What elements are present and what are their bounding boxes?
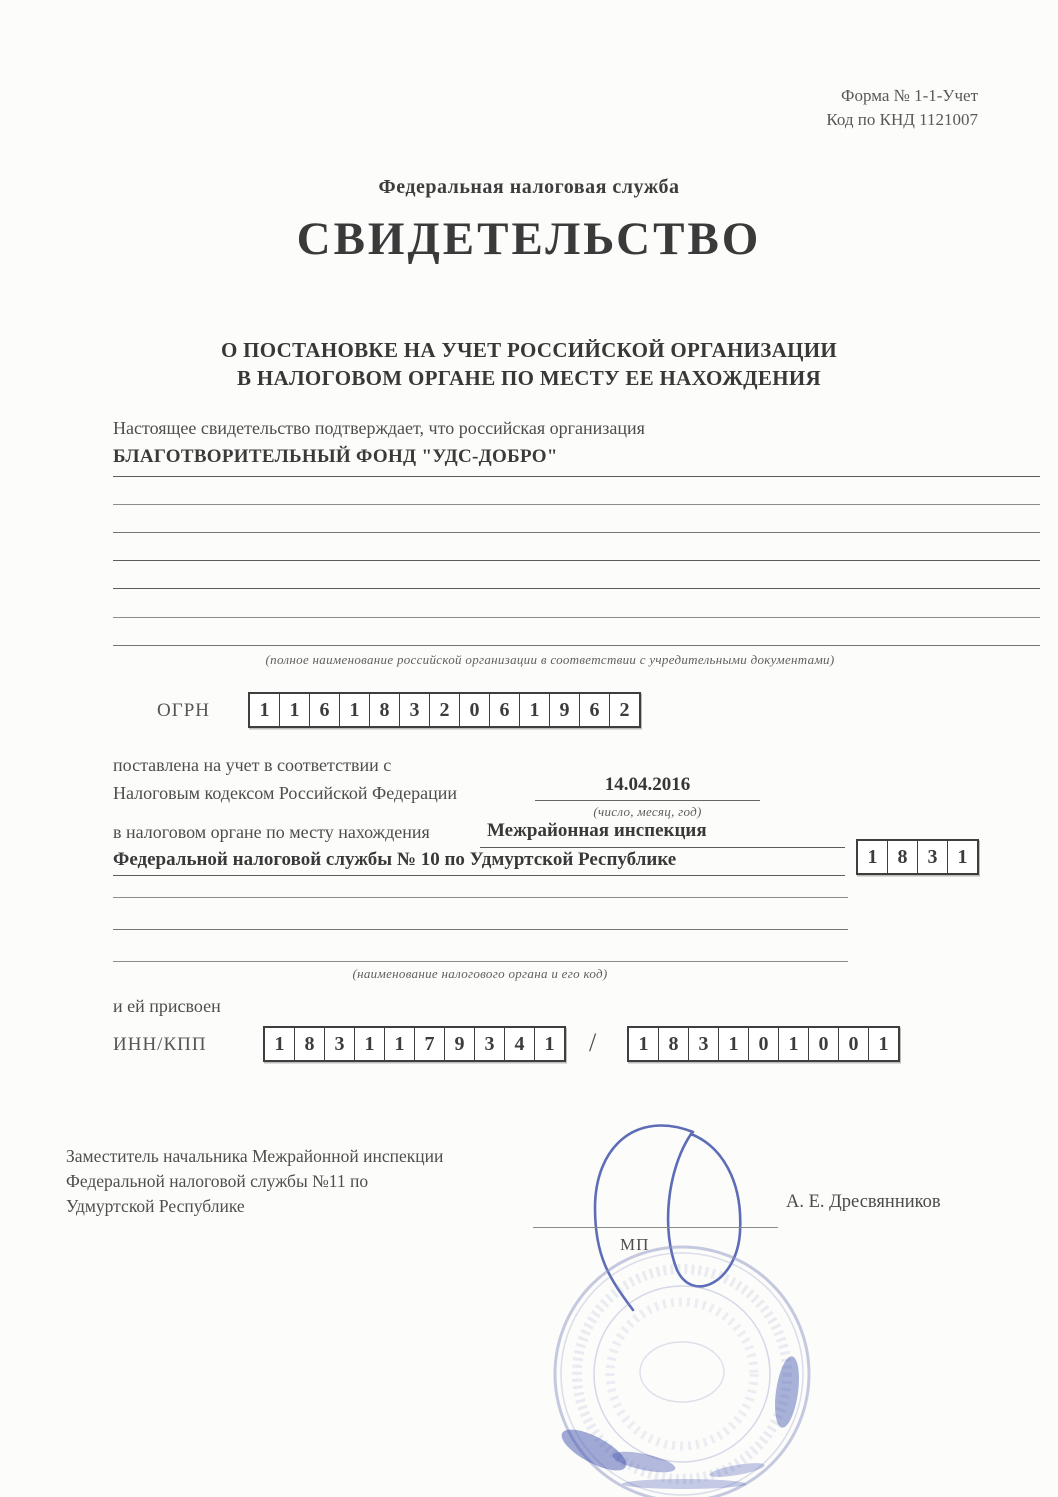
signer-title-line3: Удмуртской Республике: [66, 1196, 245, 1216]
digit-cell: 2: [609, 694, 639, 726]
digit-cell: 1: [354, 1028, 384, 1060]
authority-prefix: в налоговом органе по месту нахождения: [113, 822, 430, 842]
digit-cell: 7: [414, 1028, 444, 1060]
ruled-line: [113, 645, 1040, 646]
digit-cell: 3: [917, 841, 947, 873]
digit-cell: 6: [309, 694, 339, 726]
ogrn-digit-boxes: [248, 692, 641, 728]
ruled-line: [113, 588, 1040, 589]
digit-cell: 6: [579, 694, 609, 726]
signer-title: [66, 1144, 546, 1219]
digit-cell: 1: [339, 694, 369, 726]
digit-cell: 0: [459, 694, 489, 726]
signer-title-line2: Федеральной налоговой службы №11 по: [66, 1171, 369, 1191]
organization-name-caption: (полное наименование российской организации в соответствии с учредительными документами): [265, 652, 835, 667]
signer-title-line1: Заместитель начальника Межрайонной инспекции: [66, 1146, 444, 1166]
registered-text-line1: поставлена на учет в соответствии с: [113, 755, 392, 775]
digit-cell: 9: [444, 1028, 474, 1060]
digit-cell: 3: [399, 694, 429, 726]
ruled-line: [113, 929, 848, 930]
digit-cell: 8: [658, 1028, 688, 1060]
ogrn-label: ОГРН: [157, 700, 210, 721]
ruled-line: [113, 504, 1040, 505]
digit-cell: 2: [429, 694, 459, 726]
digit-cell: 1: [519, 694, 549, 726]
stamp-place-label: МП: [620, 1235, 650, 1254]
digit-cell: 8: [887, 841, 917, 873]
inn-kpp-slash: /: [589, 1028, 597, 1057]
digit-cell: 1: [384, 1028, 414, 1060]
registered-text-line2: Налоговым кодексом Российской Федерации: [113, 783, 458, 803]
digit-cell: 4: [504, 1028, 534, 1060]
official-stamp: [532, 1242, 832, 1497]
digit-cell: 1: [534, 1028, 564, 1060]
ruled-line: [113, 897, 848, 898]
date-caption: (число, месяц, год): [593, 804, 702, 819]
digit-cell: 3: [474, 1028, 504, 1060]
ruled-line: [113, 875, 845, 876]
form-number: Форма № 1-1-Учет: [841, 86, 978, 105]
ruled-line: [113, 476, 1040, 477]
confirmation-text: Настоящее свидетельство подтверждает, что российская организация: [113, 418, 645, 438]
document-title: СВИДЕТЕЛЬСТВО: [296, 213, 762, 265]
digit-cell: 1: [867, 845, 878, 868]
authority-name-line2: Федеральной налоговой службы № 10 по Удмуртской Республике: [113, 849, 677, 870]
digit-cell: 1: [947, 841, 977, 873]
authority-code-boxes: [856, 839, 979, 875]
digit-cell: 3: [688, 1028, 718, 1060]
digit-cell: 6: [489, 694, 519, 726]
ruled-line: [113, 961, 848, 962]
ruled-line: [480, 847, 845, 848]
ruled-line: [113, 532, 1040, 533]
signer-name: А. Е. Дресвянников: [786, 1192, 941, 1212]
authority-name-line1: Межрайонная инспекция: [487, 820, 707, 841]
document-subtitle-line1: О ПОСТАНОВКЕ НА УЧЕТ РОССИЙСКОЙ ОРГАНИЗАЦИИ: [220, 338, 838, 362]
signature-line: [533, 1227, 778, 1228]
document-subtitle-line2: В НАЛОГОВОМ ОРГАНЕ ПО МЕСТУ ЕЕ НАХОЖДЕНИЯ: [237, 366, 821, 390]
digit-cell: 8: [294, 1028, 324, 1060]
assigned-text: и ей присвоен: [113, 996, 221, 1016]
digit-cell: 8: [369, 694, 399, 726]
knd-code: Код по КНД 1121007: [826, 110, 978, 129]
agency-name: Федеральная налоговая служба: [378, 176, 680, 198]
digit-cell: 1: [718, 1028, 748, 1060]
digit-cell: 1: [868, 1028, 898, 1060]
digit-cell: 1: [279, 694, 309, 726]
kpp-digit-boxes: [627, 1026, 900, 1062]
registration-date: 14.04.2016: [535, 774, 760, 801]
digit-cell: 0: [838, 1028, 868, 1060]
ruled-line: [113, 617, 1040, 618]
digit-cell: 0: [808, 1028, 838, 1060]
inn-digit-boxes: [263, 1026, 566, 1062]
authority-caption: (наименование налогового органа и его код): [352, 966, 608, 981]
form-meta: [678, 84, 978, 132]
organization-name: БЛАГОТВОРИТЕЛЬНЫЙ ФОНД "УДС-ДОБРО": [113, 446, 558, 467]
digit-cell: 1: [638, 1032, 649, 1055]
digit-cell: 9: [549, 694, 579, 726]
digit-cell: 0: [748, 1028, 778, 1060]
digit-cell: 1: [778, 1028, 808, 1060]
inn-kpp-label: ИНН/КПП: [113, 1034, 207, 1055]
ruled-line: [113, 560, 1040, 561]
digit-cell: 1: [274, 1032, 285, 1055]
digit-cell: 3: [324, 1028, 354, 1060]
digit-cell: 1: [259, 698, 270, 721]
